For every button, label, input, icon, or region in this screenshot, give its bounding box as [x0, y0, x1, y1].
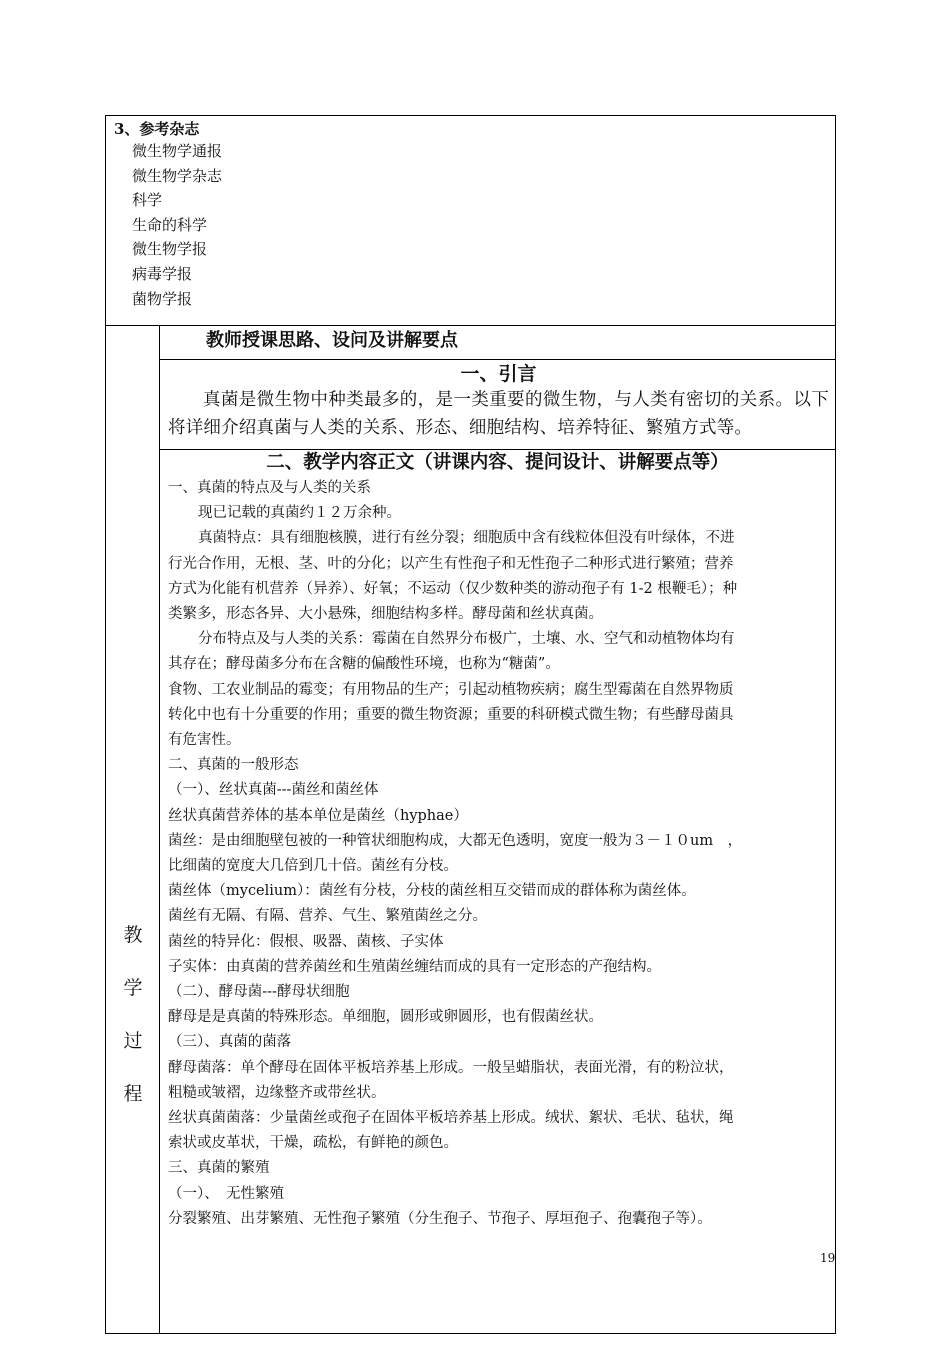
content-line: 丝状真菌营养体的基本单位是菌丝（hyphae）: [168, 807, 468, 824]
side-label-char: 教: [123, 924, 143, 946]
content-column: [160, 326, 835, 1333]
teaching-process-label: [106, 922, 160, 1134]
page-number: 19: [820, 1251, 836, 1265]
side-label-char: 学: [123, 977, 143, 999]
content-body: [160, 450, 835, 1232]
content-line: （一）、 无性繁殖: [168, 1185, 284, 1202]
reference-item: 菌物学报: [132, 289, 193, 308]
content-line: 酵母菌落：单个酵母在固体平板培养基上形成。一般呈蜡脂状，表面光滑，有的粉泣状，: [168, 1059, 734, 1076]
content-line: 类繁多，形态各异、大小悬殊，细胞结构多样。酵母菌和丝状真菌。: [168, 606, 603, 623]
content-line: 二、真菌的一般形态: [168, 757, 299, 774]
content-line: 其存在；酵母菌多分布在含糖的偏酸性环境，也称为“糖菌”。: [168, 656, 560, 673]
content-line: 菌丝有无隔、有隔、营养、气生、繁殖菌丝之分。: [168, 908, 487, 925]
content-line: 一、真菌的特点及与人类的关系: [168, 480, 371, 496]
content-line: 子实体：由真菌的营养菌丝和生殖菌丝缠结而成的具有一定形态的产孢结构。: [168, 958, 661, 975]
side-label-char: 过: [123, 1030, 143, 1052]
reference-item: 生命的科学: [132, 215, 208, 234]
content-line: 菌丝：是由细胞壁包被的一种管状细胞构成，大都无色透明，宽度一般为３－１０um ，: [168, 832, 743, 849]
side-label-char: 程: [123, 1083, 143, 1105]
lesson-table: [105, 115, 836, 1334]
intro-paragraph: 真菌是微生物中种类最多的，是一类重要的微生物，与人类有密切的关系。以下将详细介绍真菌与人类的关系、形态、细胞结构、培养特征、繁殖方式等。: [168, 390, 829, 438]
content-line: 真菌特点：具有细胞核膜，进行有丝分裂；细胞质中含有线粒体但没有叶绿体，不进: [198, 530, 735, 547]
content-line: 分布特点及与人类的关系：霉菌在自然界分布极广，土壤、水、空气和动植物体均有: [198, 631, 735, 648]
content-line: 索状或皮革状，干燥，疏松，有鲜艳的颜色。: [168, 1135, 458, 1152]
intro-cell: [160, 360, 835, 450]
content-heading: 二、教学内容正文（讲课内容、提问设计、讲解要点等）: [266, 452, 729, 473]
content-line: 三、真菌的繁殖: [168, 1160, 270, 1177]
content-line: 转化中也有十分重要的作用；重要的微生物资源；重要的科研模式微生物；有些酵母菌具: [168, 706, 734, 723]
content-line: 粗糙或皱褶，边缘整齐或带丝状。: [168, 1084, 386, 1101]
reference-journals-cell: [106, 116, 835, 326]
content-line: 菌丝体（mycelium）：菌丝有分枝，分枝的菌丝相互交错而成的群体称为菌丝体。: [168, 883, 696, 900]
reference-item: 科学: [132, 191, 163, 210]
content-line: 有危害性。: [168, 732, 241, 749]
teaching-process-row: [106, 326, 835, 1333]
intro-heading: 一、引言: [460, 363, 537, 385]
content-line: 菌丝的特异化：假根、吸器、菌核、子实体: [168, 933, 444, 950]
reference-title: 3、参考杂志: [114, 120, 200, 138]
content-line: 方式为化能有机营养（异养）、好氧；不运动（仅少数种类的游动孢子有 1-2 根鞭毛）；种: [168, 580, 738, 597]
reference-item: 病毒学报: [132, 264, 193, 283]
content-line: 现已记载的真菌约１２万余种。: [198, 505, 401, 522]
reference-item: 微生物学报: [132, 240, 208, 259]
content-line: 行光合作用，无根、茎、叶的分化；以产生有性孢子和无性孢子二种形式进行繁殖；营养: [168, 555, 734, 572]
reference-item: 微生物学通报: [132, 142, 223, 160]
teacher-header: 教师授课思路、设问及讲解要点: [160, 326, 835, 360]
content-line: 食物、工农业制品的霉变；有用物品的生产；引起动植物疾病；腐生型霉菌在自然界物质: [168, 681, 734, 698]
content-line: （三）、真菌的菌落: [168, 1034, 292, 1051]
side-label-cell: [106, 326, 160, 1333]
content-line: 比细菌的宽度大几倍到几十倍。菌丝有分枝。: [168, 858, 458, 875]
content-line: 丝状真菌菌落：少量菌丝或孢子在固体平板培养基上形成。绒状、絮状、毛状、毡状，绳: [168, 1110, 734, 1127]
content-line: （二）、酵母菌---酵母状细胞: [168, 984, 350, 1001]
reference-list: [114, 139, 835, 311]
reference-item: 微生物学杂志: [132, 166, 223, 185]
content-line: 酵母是是真菌的特殊形态。单细胞，圆形或卵圆形，也有假菌丝状。: [168, 1009, 603, 1026]
content-line: （一）、丝状真菌---菌丝和菌丝体: [168, 782, 379, 799]
content-line: 分裂繁殖、出芽繁殖、无性孢子繁殖（分生孢子、节孢子、厚垣孢子、孢囊孢子等）。: [168, 1210, 712, 1227]
